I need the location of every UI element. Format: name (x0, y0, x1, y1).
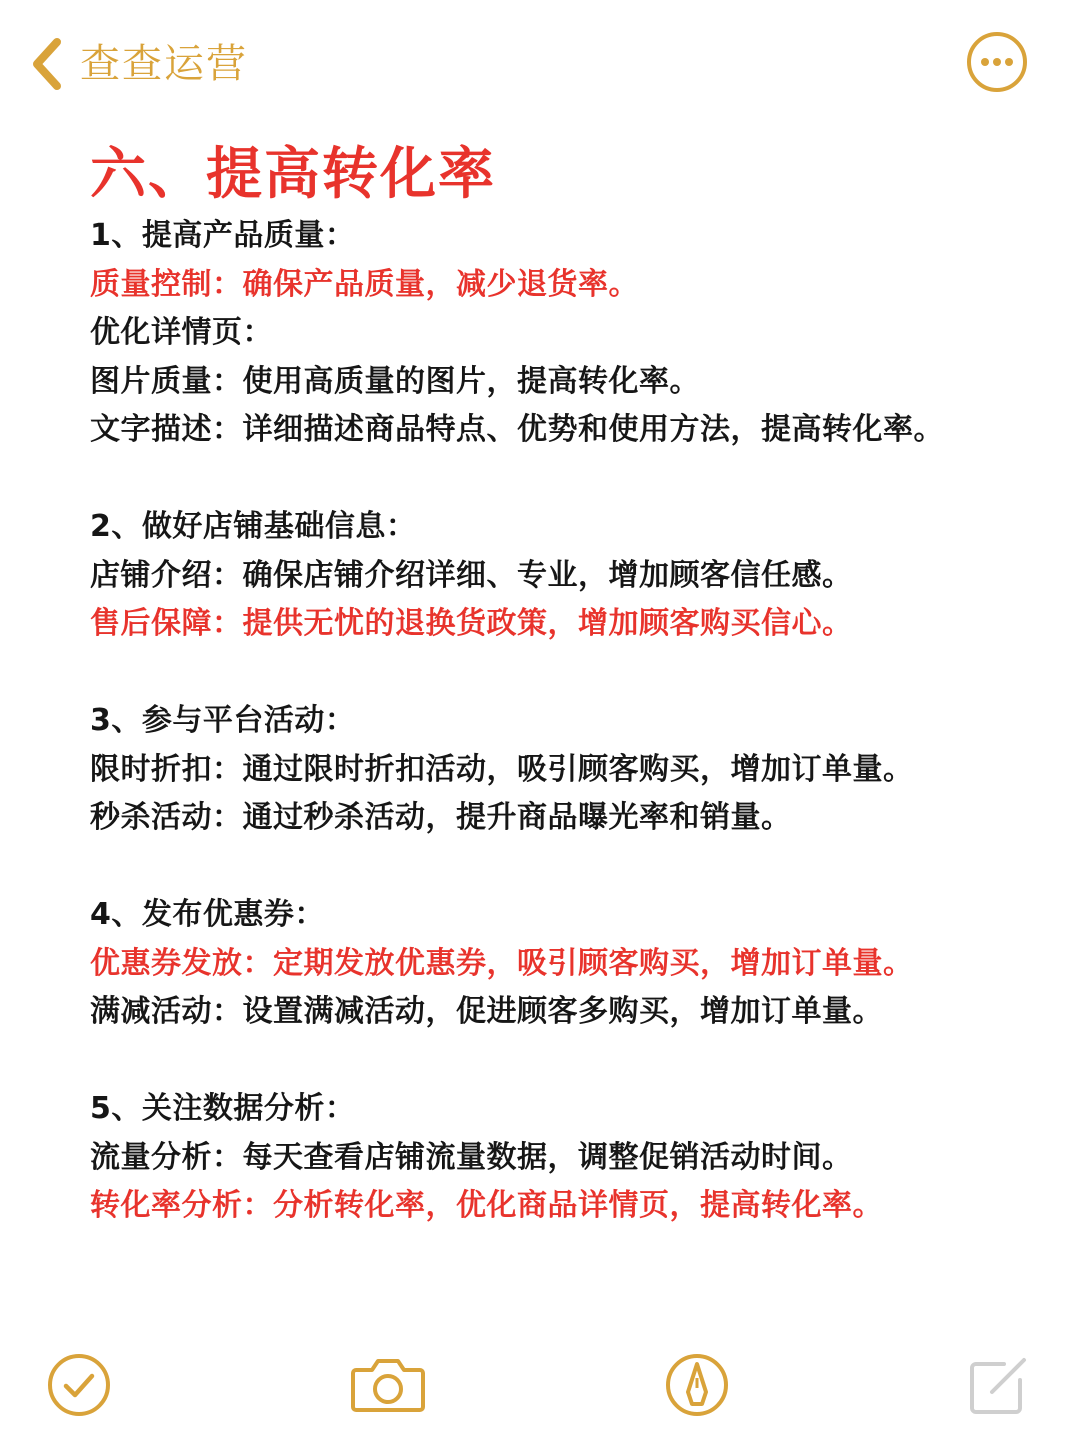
blank-line (90, 455, 990, 504)
note-line-highlighted: 售后保障：提供无忧的退换货政策，增加顾客购买信心。 (90, 606, 853, 641)
note-line: 流量分析：每天查看店铺流量数据，调整促销活动时间。 (90, 1139, 853, 1175)
note-line: 限时折扣：通过限时折扣活动，吸引顾客购买，增加订单量。 (90, 751, 914, 787)
blank-line (90, 1037, 990, 1086)
note-line-highlighted: 质量控制：确保产品质量，减少退货率。 (90, 266, 639, 302)
back-label: 查查运营 (80, 41, 248, 87)
chevron-left-icon (26, 34, 66, 94)
more-horizontal-icon (966, 31, 1028, 93)
blank-line (90, 649, 990, 698)
note-line: 4、发布优惠券： (90, 897, 325, 932)
note-line: 文字描述：详细描述商品特点、优势和使用方法，提高转化率。 (90, 412, 944, 447)
note-body[interactable] (90, 140, 990, 1231)
blank-line (90, 843, 990, 892)
pen-circle-icon (664, 1352, 730, 1418)
note-line: 5、关注数据分析： (90, 1091, 356, 1126)
compose-icon (966, 1352, 1032, 1418)
note-line: 图片质量：使用高质量的图片，提高转化率。 (90, 363, 700, 399)
nav-bar (0, 0, 1080, 130)
note-line: 1、提高产品质量： (90, 218, 356, 253)
note-line: 店铺介绍：确保店铺介绍详细、专业，增加顾客信任感。 (90, 557, 853, 593)
check-circle-icon (46, 1352, 112, 1418)
checklist-button[interactable] (46, 1352, 112, 1418)
note-line: 3、参与平台活动： (90, 703, 356, 738)
note-line-highlighted: 转化率分析：分析转化率，优化商品详情页，提高转化率。 (90, 1188, 883, 1223)
camera-icon (350, 1352, 426, 1418)
note-title: 六、提高转化率 (90, 142, 496, 207)
note-lines (90, 212, 990, 1231)
camera-button[interactable] (350, 1352, 426, 1418)
back-button[interactable] (26, 34, 248, 94)
compose-button[interactable] (966, 1352, 1032, 1418)
more-button[interactable] (966, 31, 1028, 93)
note-line: 2、做好店铺基础信息： (90, 509, 417, 544)
note-line: 优化详情页： (90, 315, 273, 350)
note-line-highlighted: 优惠券发放：定期发放优惠券，吸引顾客购买，增加订单量。 (90, 945, 914, 981)
bottom-toolbar (0, 1340, 1080, 1430)
note-line: 满减活动：设置满减活动，促进顾客多购买，增加订单量。 (90, 994, 883, 1029)
note-line: 秒杀活动：通过秒杀活动，提升商品曝光率和销量。 (90, 800, 792, 835)
markup-button[interactable] (664, 1352, 730, 1418)
